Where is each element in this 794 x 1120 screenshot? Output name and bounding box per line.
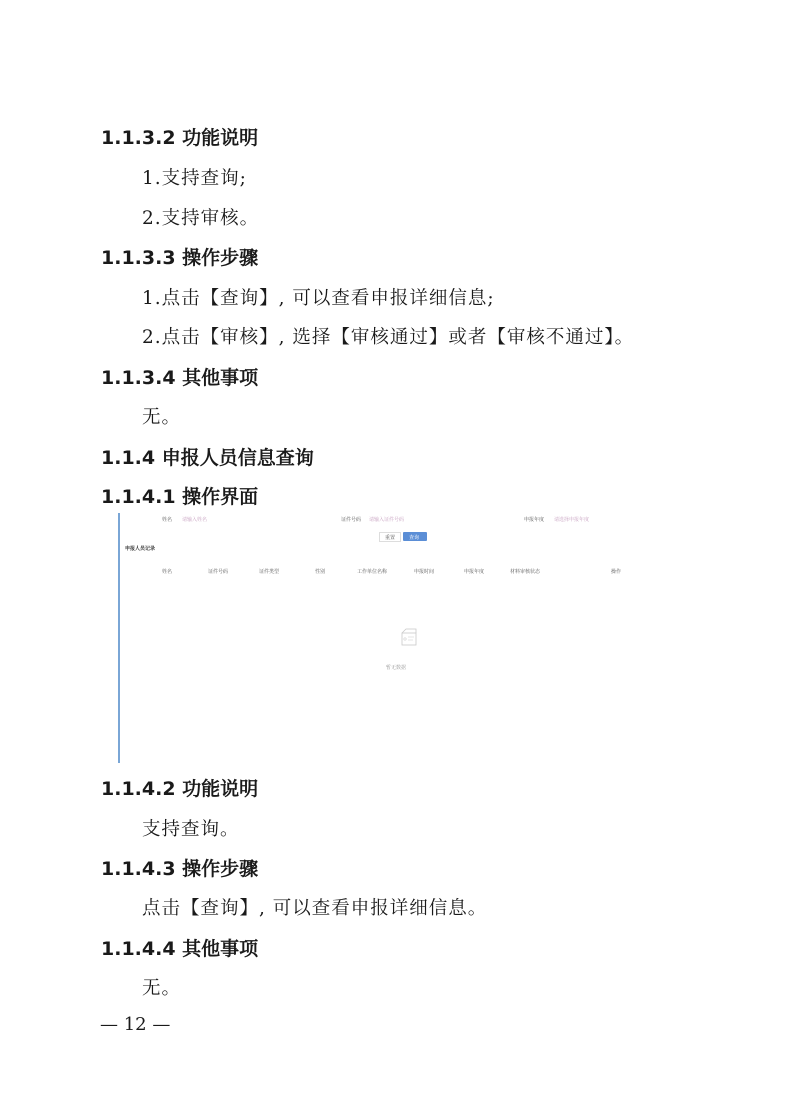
page-number: — 12 — (100, 1014, 171, 1035)
filter-year-label: 申报年度 (524, 517, 545, 523)
embedded-interface-screenshot (118, 513, 650, 765)
filter-id-input[interactable]: 请输入证件号码 (369, 517, 405, 523)
heading-1-1-4: 1.1.4 申报人员信息查询 (101, 447, 314, 469)
records-section-title: 申报人员记录 (125, 546, 156, 552)
heading-1-1-4-2: 1.1.4.2 功能说明 (101, 778, 259, 800)
heading-1-1-3-3: 1.1.3.3 操作步骤 (101, 247, 259, 269)
filter-id-label: 证件号码 (341, 517, 362, 523)
paragraph-step-query-2: 点击【查询】, 可以查看申报详细信息。 (142, 898, 488, 919)
paragraph-step-review: 2.点击【审核】, 选择【审核通过】或者【审核不通过】。 (142, 327, 635, 348)
column-header-id-number: 证件号码 (208, 569, 229, 575)
paragraph-support-query-2: 支持查询。 (142, 819, 240, 840)
reset-button-label: 重置 (385, 535, 396, 541)
filter-year-select[interactable]: 请选择申报年度 (554, 517, 590, 523)
filter-name-label: 姓名 (162, 517, 173, 523)
reset-button[interactable] (379, 532, 401, 542)
search-button[interactable] (403, 532, 427, 541)
heading-1-1-3-4: 1.1.3.4 其他事项 (101, 367, 259, 389)
screenshot-left-border (118, 513, 120, 763)
paragraph-none-1: 无。 (142, 407, 182, 428)
empty-state-text: 暂无数据 (386, 665, 407, 671)
column-header-name: 姓名 (162, 569, 173, 575)
heading-1-1-4-1: 1.1.4.1 操作界面 (101, 486, 259, 508)
paragraph-support-query: 1.支持查询; (142, 168, 247, 189)
column-header-declare-time: 申报时间 (414, 569, 435, 575)
heading-1-1-4-3: 1.1.4.3 操作步骤 (101, 858, 259, 880)
paragraph-support-review: 2.支持审核。 (142, 208, 260, 229)
column-header-employer: 工作单位名称 (357, 569, 388, 575)
search-button-label: 查询 (409, 535, 420, 541)
column-header-declare-year: 申报年度 (464, 569, 485, 575)
filter-name-input[interactable]: 请输入姓名 (182, 517, 208, 523)
heading-1-1-3-2: 1.1.3.2 功能说明 (101, 127, 259, 149)
column-header-action: 操作 (611, 569, 622, 575)
empty-box-icon (397, 627, 421, 649)
paragraph-none-2: 无。 (142, 978, 182, 999)
heading-1-1-4-4: 1.1.4.4 其他事项 (101, 938, 259, 960)
column-header-review-status: 材料审核状态 (510, 569, 541, 575)
column-header-id-type: 证件类型 (259, 569, 280, 575)
column-header-gender: 性别 (315, 569, 326, 575)
paragraph-step-query: 1.点击【查询】, 可以查看申报详细信息; (142, 288, 495, 309)
